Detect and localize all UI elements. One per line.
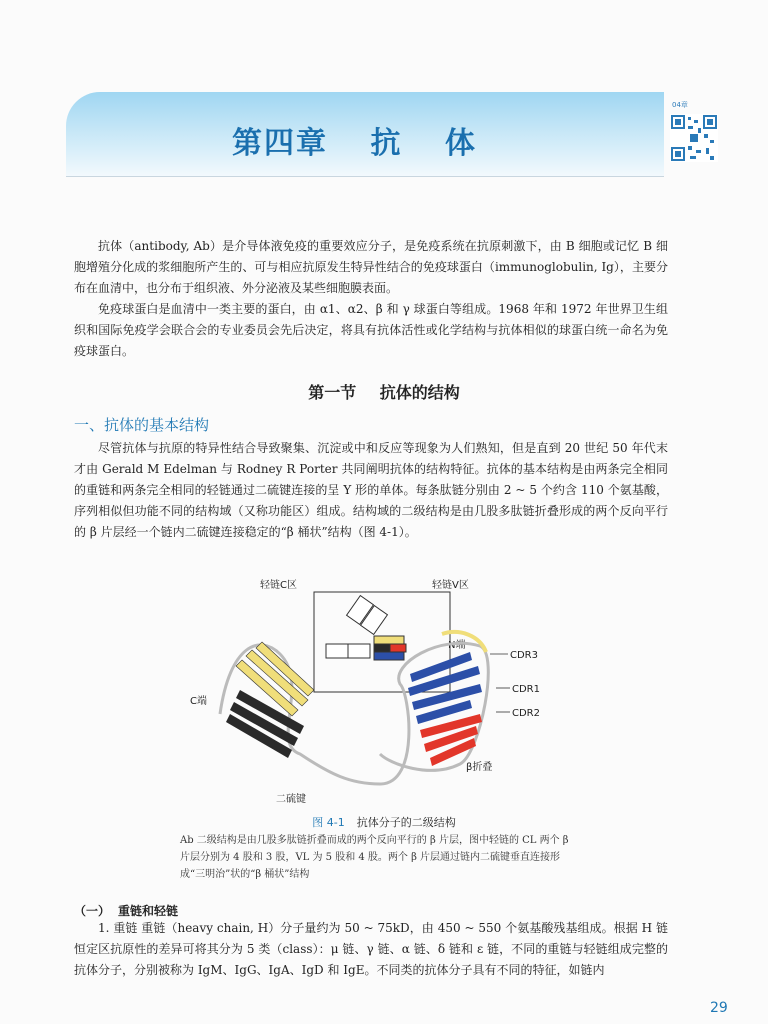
label-cdr2: CDR2 xyxy=(512,708,540,719)
figure-caption xyxy=(0,814,768,830)
subsubsection-title xyxy=(74,902,178,919)
figure-description: Ab 二级结构是由几股多肽链折叠而成的两个反向平行的 β 片层，图中轻链的 CL 两个 β 片层分别为 4 股和 3 股，VL 为 5 股和 4 股。两个 β 片层通过链内二硫键垂直连接形成“三明治”状的“β 桶状”结构 xyxy=(180,835,569,880)
page-number: 29 xyxy=(710,1000,728,1016)
v-domain-strands xyxy=(408,632,486,766)
heavy-chain-paragraph: 1. 重链 重链（heavy chain, H）分子量约为 50 ~ 75kD，由 450 ~ 550 个氨基酸残基组成。根据 H 链恒定区抗原性的差异可将其分为 5 类（class）：μ 链、γ 链、α 链、δ 链和 ε 链，不同的重链与轻链组成完整的抗体分子，分别被称为 IgM、IgG、IgA、IgD 和 IgE。不同类的抗体分子具有不同的特征，如链内 xyxy=(74,921,668,977)
label-beta-fold: β折叠 xyxy=(466,762,493,773)
figure-caption-title: 抗体分子的二级结构 xyxy=(356,816,456,829)
label-disulfide: 二硫键 xyxy=(276,794,306,805)
subsubsection-index: （一） xyxy=(74,904,111,918)
qr-label: 04章 xyxy=(672,101,688,109)
label-light-c: 轻链C区 xyxy=(260,580,297,591)
label-cdr1: CDR1 xyxy=(512,684,540,695)
label-light-v: 轻链V区 xyxy=(432,580,469,591)
figure-number: 图 4-1 xyxy=(312,816,345,829)
inset-domain-diagram xyxy=(326,596,406,660)
chapter-title: 第四章 抗 体 xyxy=(232,126,477,161)
antibody-structure-figure xyxy=(180,574,580,814)
subsubsection-label: 重链和轻链 xyxy=(118,904,179,918)
label-cdr3: CDR3 xyxy=(510,650,538,661)
body-paragraph-1: 尽管抗体与抗原的特异性结合导致聚集、沉淀或中和反应等现象为人们熟知，但是直到 20 世纪 50 年代末才由 Gerald M Edelman 与 Rodney R Porter 共同阐明抗体的结构特征。抗体的基本结构是由两条完全相同的重链和两条完全相同的轻链通过二硫键连接的呈 Y 形的单体。每条肽链分别由 2 ~ 5 个约含 110 个氨基酸，序列相似但功能不同的结构域（又称功能区）组成。结构域的二级结构是由几股多肽链折叠形成的两个反向平行的 β 片层经一个链内二硫键连接稳定的“β 桶状”结构（图 4-1）。 xyxy=(74,441,668,539)
intro-paragraph-2: 免疫球蛋白是血清中一类主要的蛋白，由 α1、α2、β 和 γ 球蛋白等组成。1968 年和 1972 年世界卫生组织和国际免疫学会联合会的专业委员会先后决定，将具有抗体活性或化学结构与抗体相似的球蛋白统一命名为免疫球蛋白。 xyxy=(74,302,668,358)
label-n-term: N端 xyxy=(448,640,466,651)
section-title: 第一节 抗体的结构 xyxy=(308,383,460,402)
qr-code-icon[interactable] xyxy=(670,108,718,166)
subsection-title: 一、抗体的基本结构 xyxy=(74,416,210,434)
intro-paragraph-1: 抗体（antibody, Ab）是介导体液免疫的重要效应分子，是免疫系统在抗原刺激下，由 B 细胞或记忆 B 细胞增殖分化成的浆细胞所产生的、可与相应抗原发生特异性结合的免疫球蛋白（immunoglobulin, Ig），主要分布在血清中，也分布于组织液、外分泌液及某些细胞膜表面。 xyxy=(74,239,668,295)
label-c-term: C端 xyxy=(190,696,207,707)
banner-divider xyxy=(66,176,664,177)
